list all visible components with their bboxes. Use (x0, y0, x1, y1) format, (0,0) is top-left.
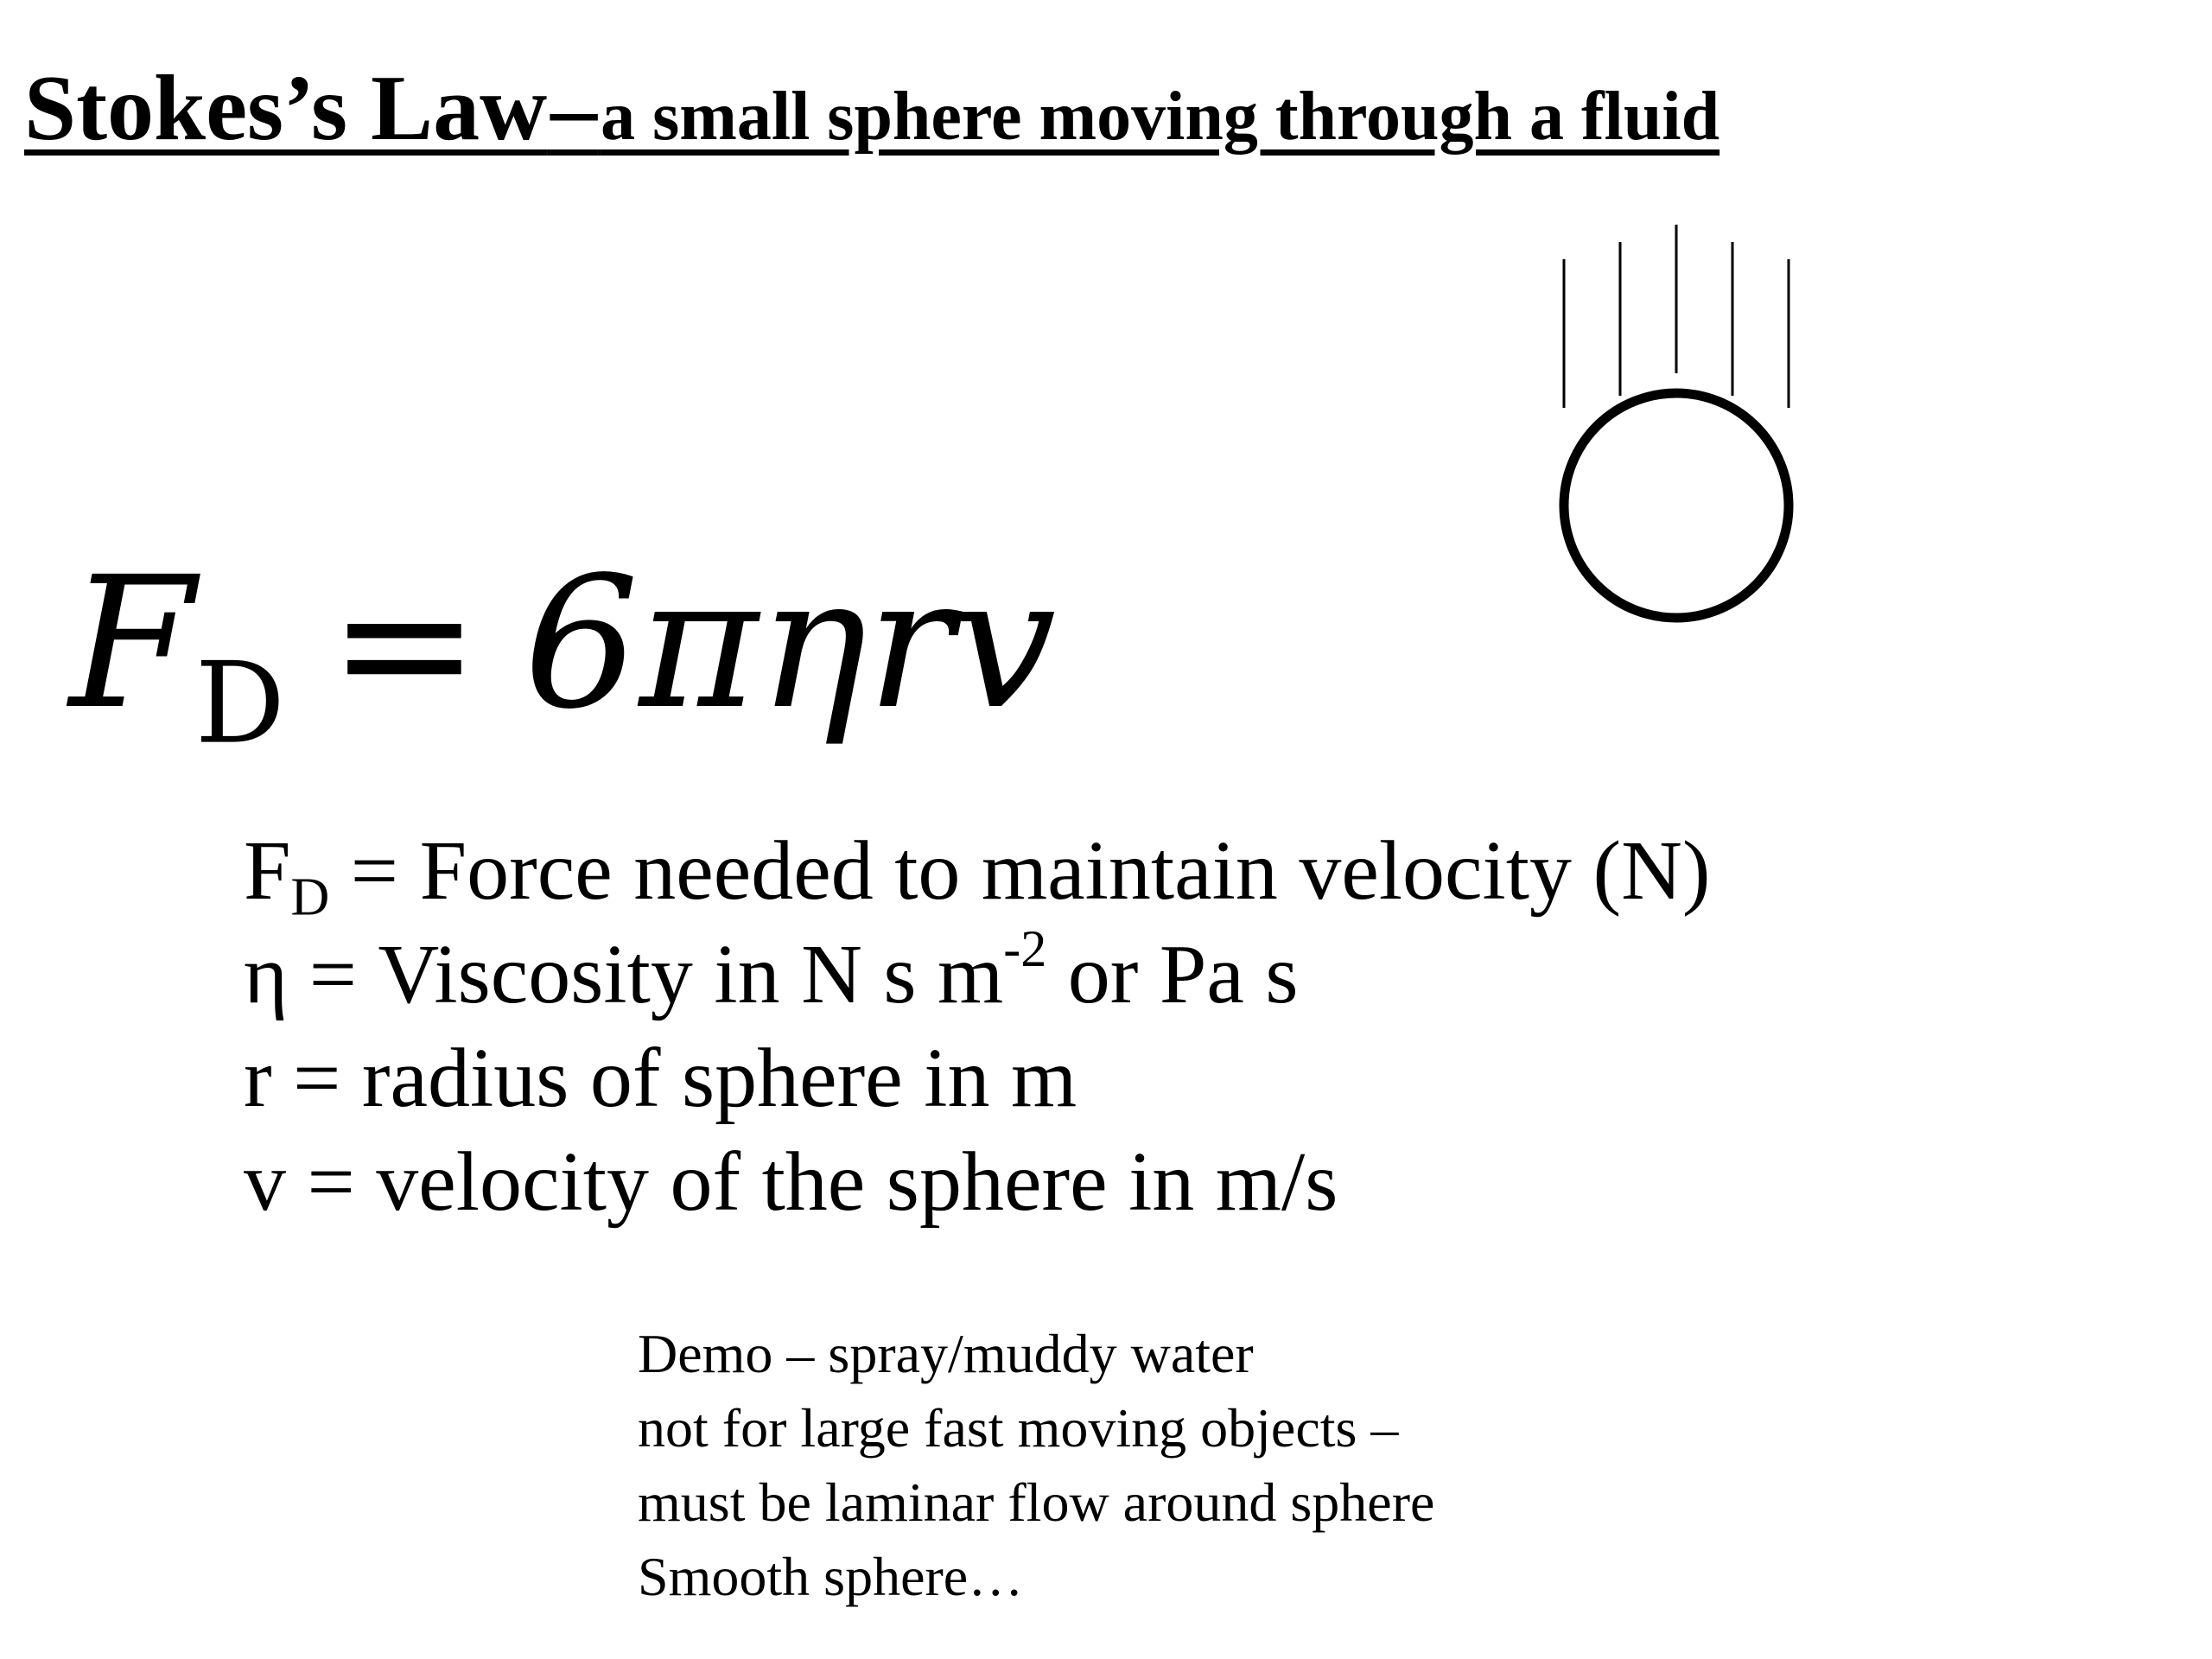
formula-lhs-subscript: D (194, 637, 285, 769)
falling-sphere-diagram (1538, 216, 1815, 631)
variable-definitions (244, 819, 1711, 1234)
title-main: Stokes’s Law (24, 57, 548, 160)
page-title (24, 57, 1720, 160)
sphere (1564, 393, 1789, 618)
note-line: Smooth sphere… (638, 1546, 1024, 1607)
force-symbol: F (244, 824, 291, 918)
title-dash: – (550, 57, 598, 160)
viscosity-alt-unit: or Pa s (1046, 928, 1299, 1021)
definition-viscosity (244, 920, 1711, 1027)
title-subtitle: a small sphere moving through a fluid (601, 79, 1720, 155)
demo-notes (638, 1317, 1434, 1614)
force-description: = Force needed to maintain velocity (N) (329, 824, 1711, 918)
note-line: Demo – spray/muddy water (638, 1323, 1254, 1384)
note-line: not for large fast moving objects – (638, 1397, 1399, 1459)
viscosity-symbol: η (244, 928, 289, 1021)
viscosity-unit-exponent: -2 (1003, 920, 1047, 977)
definition-velocity: v = velocity of the sphere in m/s (244, 1135, 1338, 1229)
definition-force (244, 819, 1711, 927)
formula-lhs: F (69, 537, 195, 749)
formula-rhs: 6πηrv (523, 537, 1057, 749)
force-symbol-subscript: D (290, 868, 330, 927)
definition-radius: r = radius of sphere in m (244, 1032, 1077, 1125)
stokes-formula (69, 537, 1057, 769)
note-line: must be laminar flow around sphere (638, 1471, 1435, 1533)
viscosity-description: = Viscosity in N s m (288, 928, 1004, 1021)
formula-equals: = (327, 537, 480, 749)
